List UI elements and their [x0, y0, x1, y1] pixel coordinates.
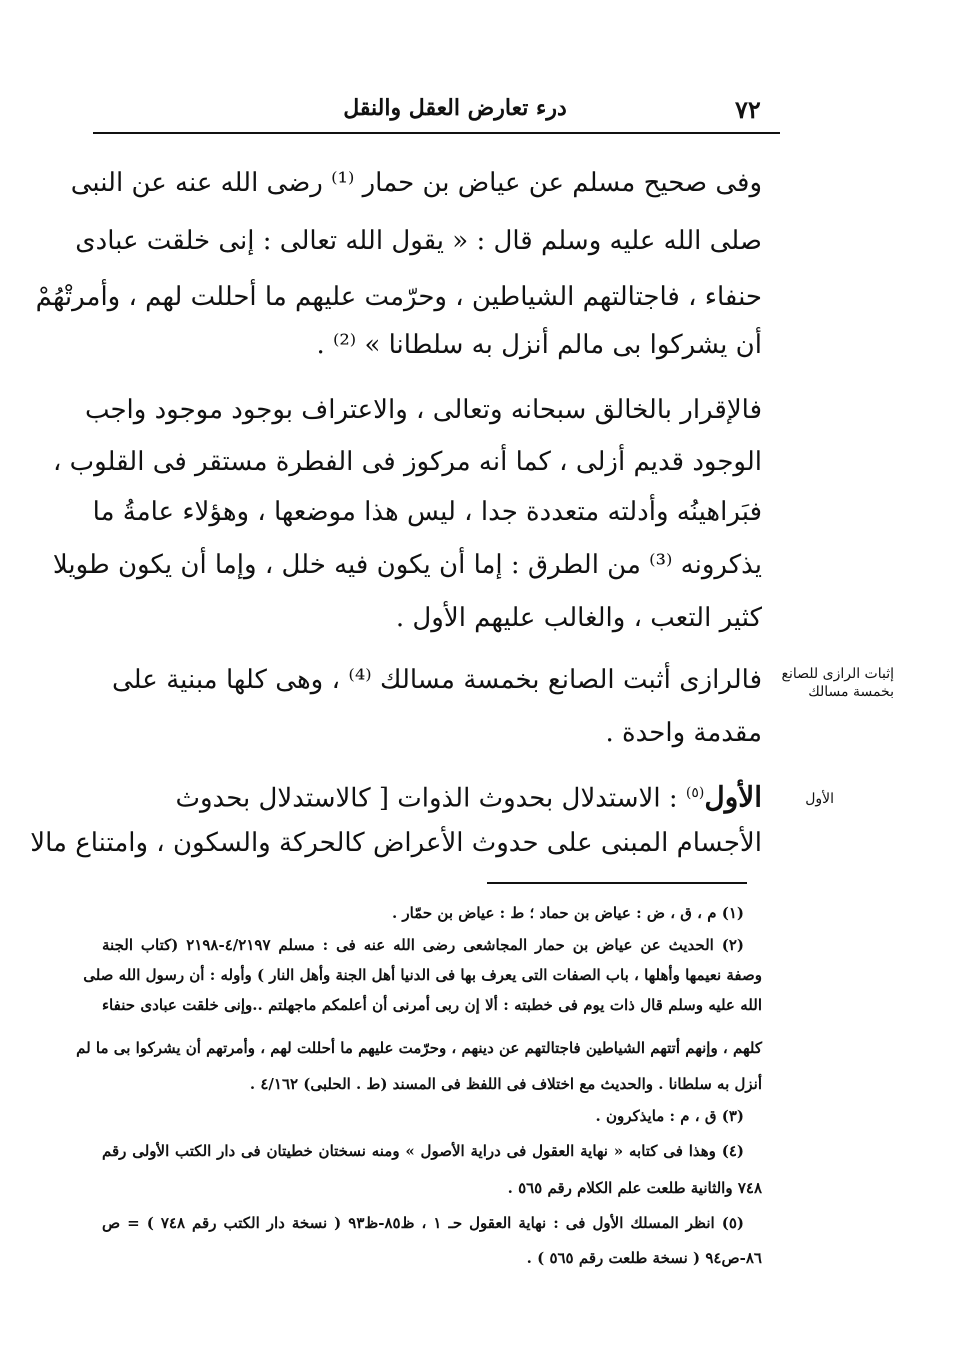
header-divider: [93, 132, 780, 134]
body-line: فالإقرار بالخالق سبحانه وتعالى ، والاعتراف بوجود موجود واجب: [84, 395, 762, 425]
body-line: فبَراهينُه وأدلته متعددة جدا ، ليس هذا موضعها ، وهؤلاء عامةُ ما: [92, 497, 762, 527]
margin-note-line: بخمسة مسالك: [808, 684, 894, 700]
footnote-line: (٥) انظر المسلك الأول فى : نهاية العقول حـ ١ ، ظ٨٥-ظ٩٣ ( نسخة دار الكتب رقم ٧٤٨ ) = ص: [102, 1214, 744, 1232]
body-line: [112, 778, 762, 814]
footnote-line: (٢) الحديث عن عياض بن حمار المجاشعى رضى الله عنه فى : مسلم ٤/٢١٩٧-٢١٩٨ (كتاب الجنة: [102, 936, 744, 954]
body-line: مقدمة واحدة .: [605, 718, 762, 748]
body-line: كثير التعب ، والغالب عليهم الأول .: [395, 603, 762, 633]
footnote-line: كلهم ، وإنهم أتتهم الشياطين فاجتالتهم عن دينهم ، وحرّمت عليهم ما أحللت لهم ، وأمرتهم أن يشركوا بى ما لم: [76, 1039, 762, 1057]
margin-note: [782, 665, 895, 701]
body-line: الأجسام المبنى على حدوث الأعراض كالحركة والسكون ، وامتناع مالا: [30, 828, 762, 858]
footnote-marker: (٥): [685, 785, 705, 801]
body-line: وفى صحيح مسلم عن عياض بن حمار ⁽¹⁾ رضى الله عنه عن النبى: [70, 168, 762, 198]
page-number: ٧٢: [735, 95, 761, 124]
footnote-line: أنزل به سلطانا . والحديث مع اختلاف فى اللفظ فى المسند (ط . الحلبى) ٤/١٦٢ .: [249, 1075, 762, 1093]
body-line: فالرازى أثبت الصانع بخمسة مسالك ⁽⁴⁾ ، وهى كلها مبنية على: [112, 665, 763, 695]
body-line: الوجود قديم أزلى ، كما أنه مركوز فى الفطرة مستقر فى القلوب ،: [52, 447, 762, 477]
footnote-line: (٣) ق ، م : مايذكرون .: [595, 1107, 744, 1125]
footnote-line: (١) م ، ق ، ض : عياض بن حماد ؛ ط : عياض بن حمّار .: [391, 904, 744, 922]
body-line: صلى الله عليه وسلم قال : « يقول الله تعالى : إنى خلقت عبادى: [75, 226, 762, 256]
running-title: درء تعارض العقل والنقل: [343, 95, 567, 121]
footnote-line: وصفة نعيمها وأهلها ، باب الصفات التى يعرف بها فى الدنيا أهل الجنة وأهل النار ) وأوله : أن رسول الله صلى: [83, 966, 762, 984]
body-line: يذكرونه ⁽³⁾ من الطرق : إما أن يكون فيه خلل ، وإما أن يكون طويلا: [52, 550, 762, 580]
body-line: أن يشركوا بى مالم أنزل به سلطانا » ⁽²⁾ .: [316, 330, 762, 360]
footnote-line: ٨٦-ص٩٤ ( نسخة طلعت رقم ٥٦٥ ) .: [526, 1249, 762, 1267]
footnote-line: الله عليه وسلم قال ذات يوم فى خطبته : ألا إن ربى أمرنى أن أعلمكم ماجهلتم ..وإنى خلقت عبادى حنفاء: [102, 996, 762, 1014]
footnote-divider: [487, 882, 747, 884]
margin-note-line: إثبات الرازى للصانع: [781, 666, 894, 682]
footnote-line: (٤) وهذا فى كتابه « نهاية العقول فى دراية الأصول » ومنه نسختان خطيتان فى دار الكتب الأولى رقم: [102, 1142, 744, 1160]
margin-note: الأول: [805, 791, 834, 807]
footnote-line: ٧٤٨ والثانية طلعت علم الكلام رقم ٥٦٥ .: [507, 1179, 762, 1197]
body-text: : الاستدلال بحدوث الذوات [ كالاستدلال بحدوث: [175, 783, 678, 814]
body-line: حنفاء ، فاجتالتهم الشياطين ، وحرّمت عليهم ما أحللت لهم ، وأمرتْهُمْ: [35, 282, 762, 312]
section-heading: الأول: [704, 780, 762, 814]
